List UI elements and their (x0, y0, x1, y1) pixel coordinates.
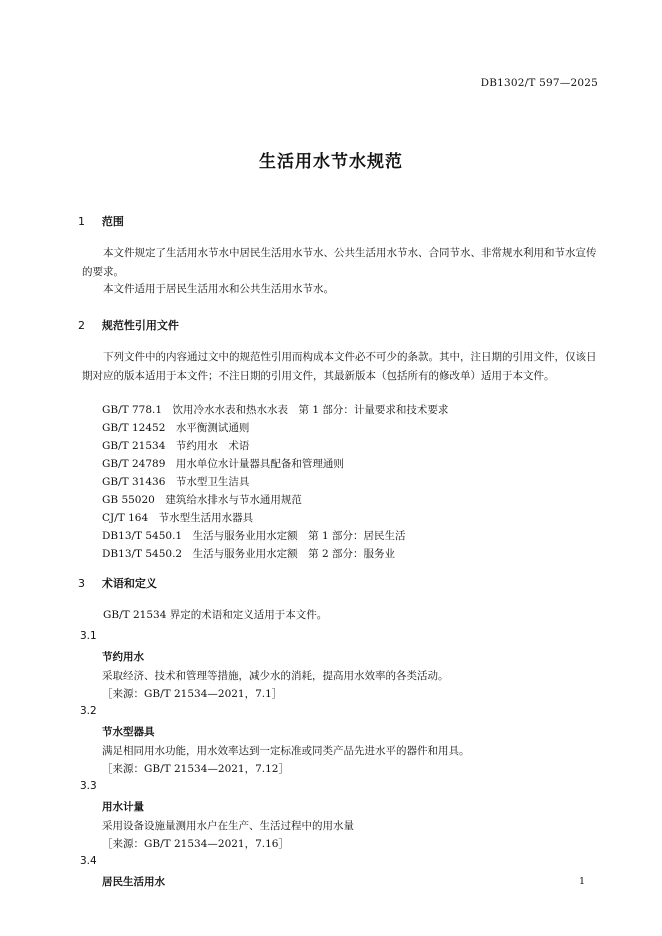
section-title: 范围 (101, 215, 124, 228)
section-title: 规范性引用文件 (101, 319, 179, 332)
term-number: 3.2 (80, 705, 97, 717)
section-number: 2 (78, 319, 85, 332)
term-name: 居民生活用水 (102, 876, 165, 888)
term-source: ［来源：GB/T 21534—2021，7.16］ (102, 838, 289, 850)
reference-item: GB 55020 建筑给水排水与节水通用规范 (102, 494, 302, 506)
reference-item: DB13/T 5450.1 生活与服务业用水定额 第 1 部分：居民生活 (102, 530, 406, 542)
term-definition: 满足相同用水功能，用水效率达到一定标准或同类产品先进水平的器件和用具。 (102, 745, 470, 757)
term-definition: 采用设备设施量测用水户在生产、生活过程中的用水量 (102, 820, 354, 832)
page-title: 生活用水节水规范 (259, 152, 403, 172)
scope-paragraph-1: 本文件规定了生活用水节水中居民生活用水节水、公共生活用水节水、合同节水、非常规水利用和节水宣传的要求。 (82, 247, 597, 278)
term-name: 节约用水 (102, 651, 144, 663)
section-title: 术语和定义 (101, 577, 157, 590)
section-3-heading (78, 575, 157, 591)
reference-item: CJ/T 164 节水型生活用水器具 (102, 512, 254, 524)
reference-item: GB/T 24789 用水单位水计量器具配备和管理通则 (102, 458, 344, 470)
reference-item: GB/T 778.1 饮用冷水水表和热水水表 第 1 部分：计量要求和技术要求 (102, 404, 449, 416)
terms-intro-paragraph: GB/T 21534 界定的术语和定义适用于本文件。 (103, 609, 328, 621)
term-name: 用水计量 (102, 801, 144, 813)
reference-item: GB/T 21534 节约用水 术语 (102, 440, 250, 452)
term-number: 3.1 (80, 630, 97, 642)
section-number: 3 (78, 577, 85, 590)
page-number: 1 (578, 876, 585, 887)
scope-paragraph-2: 本文件适用于居民生活用水和公共生活用水节水。 (103, 283, 334, 295)
term-definition: 采取经济、技术和管理等措施，减少水的消耗，提高用水效率的各类活动。 (102, 670, 449, 682)
reference-item: GB/T 31436 节水型卫生洁具 (102, 476, 250, 488)
reference-item: DB13/T 5450.2 生活与服务业用水定额 第 2 部分：服务业 (102, 548, 395, 560)
references-intro-paragraph: 下列文件中的内容通过文中的规范性引用而构成本文件必不可少的条款。其中，注日期的引用文件，仅该日期对应的版本适用于本文件；不注日期的引用文件，其最新版本（包括所有的修改单）适用于本文件。 (82, 351, 597, 382)
section-1-heading (78, 213, 124, 229)
document-code: DB1302/T 597—2025 (480, 77, 598, 89)
reference-item: GB/T 12452 水平衡测试通则 (102, 422, 250, 434)
term-source: ［来源：GB/T 21534—2021，7.1］ (102, 688, 283, 700)
term-name: 节水型器具 (102, 726, 155, 738)
term-number: 3.4 (80, 855, 97, 867)
term-number: 3.3 (80, 780, 97, 792)
section-2-heading (78, 317, 179, 333)
section-number: 1 (78, 215, 85, 228)
term-source: ［来源：GB/T 21534—2021，7.12］ (102, 763, 289, 775)
